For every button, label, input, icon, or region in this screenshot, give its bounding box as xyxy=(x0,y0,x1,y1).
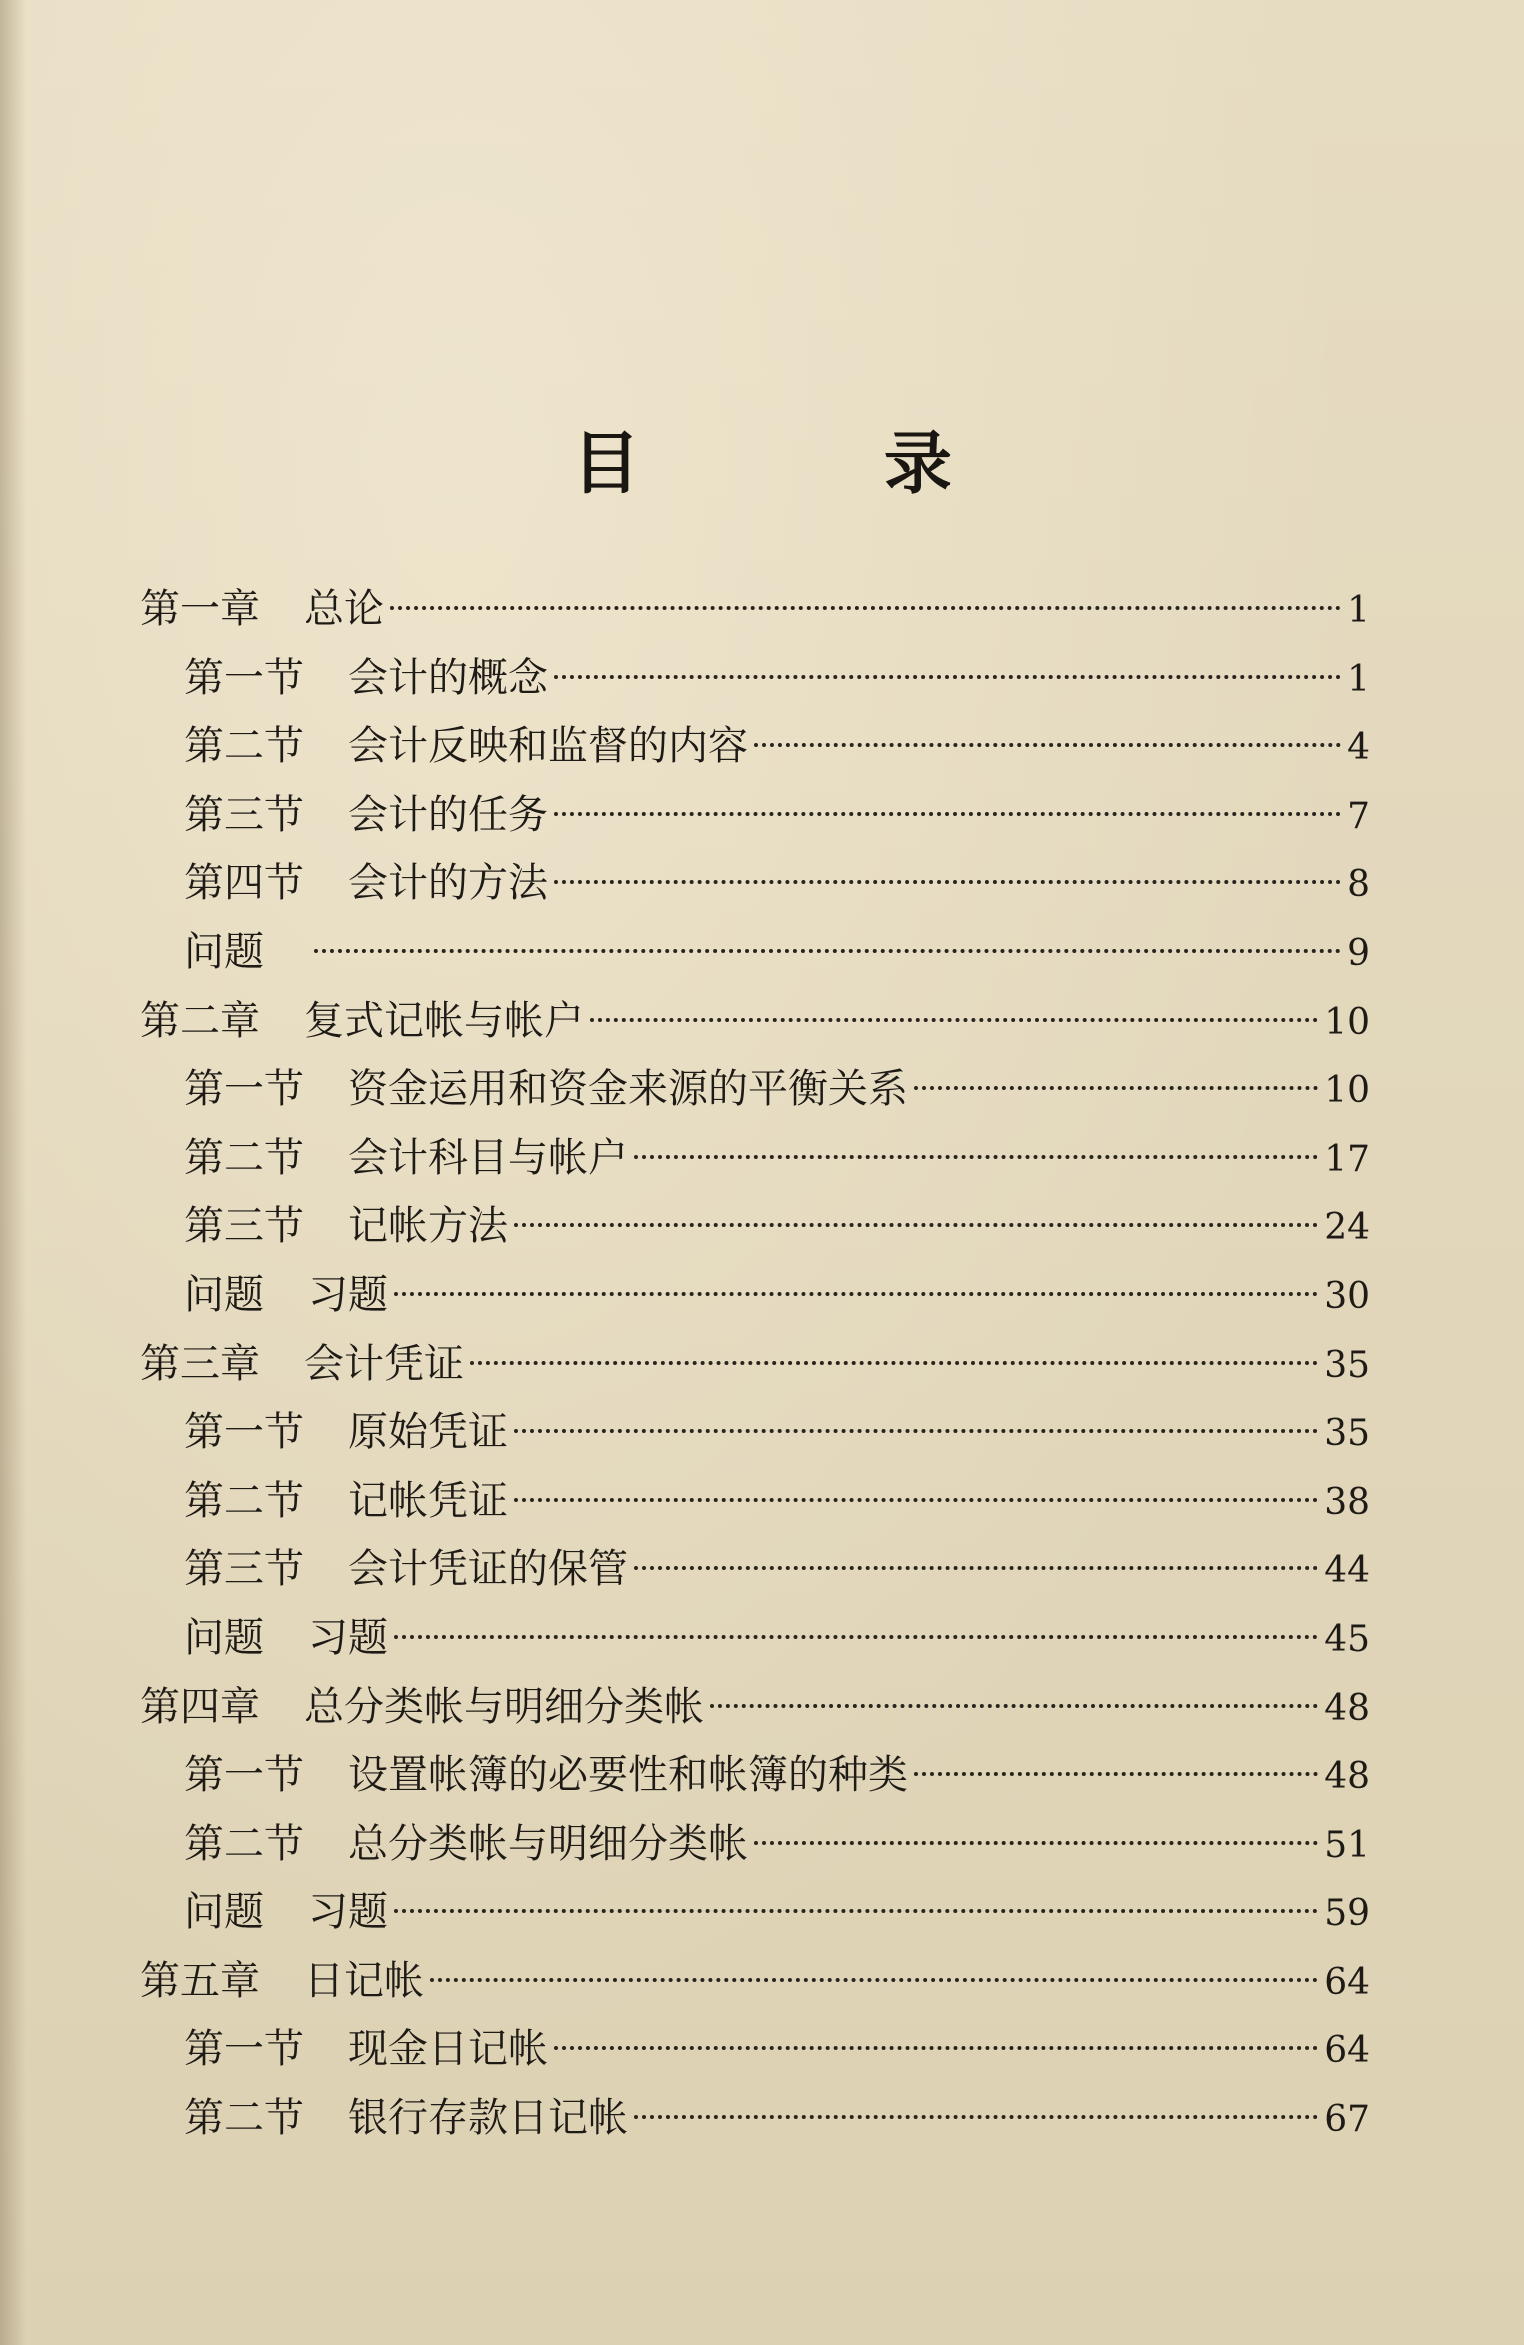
toc-section-row xyxy=(140,1878,1370,1947)
dot-leader xyxy=(634,2115,1318,2119)
toc-chapter-row xyxy=(140,1947,1370,2016)
toc-entry-label xyxy=(184,1398,508,1467)
toc-entry-label xyxy=(140,575,384,644)
toc-page-number: 64 xyxy=(1324,2030,1370,2072)
toc-entry-label xyxy=(184,1810,748,1879)
toc-page-number: 30 xyxy=(1324,1275,1370,1317)
toc-page-number: 10 xyxy=(1324,1070,1370,1112)
dot-leader xyxy=(470,1361,1318,1365)
toc-entry-label xyxy=(184,2015,548,2084)
toc-page-number: 35 xyxy=(1324,1344,1370,1386)
toc-entry-title: 总论 xyxy=(304,586,384,632)
dot-leader xyxy=(514,1223,1318,1227)
dot-leader xyxy=(634,1155,1318,1159)
toc-entry-number: 第一节 xyxy=(184,1752,304,1799)
dot-leader xyxy=(390,606,1341,610)
toc-page-number: 38 xyxy=(1324,1481,1370,1523)
toc-section-row xyxy=(140,2015,1370,2084)
toc-page-number: 9 xyxy=(1347,932,1370,974)
toc-entry-label xyxy=(184,2084,628,2153)
toc-entry-title: 习题 xyxy=(308,1614,388,1661)
toc-entry-title: 会计的概念 xyxy=(348,654,548,701)
toc-section-row xyxy=(140,2084,1370,2153)
toc-page-number: 24 xyxy=(1324,1207,1370,1249)
toc-entry-number: 第一节 xyxy=(184,1066,304,1113)
toc-entry-number: 第二节 xyxy=(184,1134,304,1181)
toc-chapter-row xyxy=(140,575,1370,644)
toc-section-row xyxy=(140,918,1370,987)
toc-entry-number: 问题 xyxy=(184,1271,264,1318)
toc-page-number: 44 xyxy=(1324,1550,1370,1592)
toc-entry-title: 会计的任务 xyxy=(348,791,548,838)
toc-entry-number: 第一节 xyxy=(184,1409,304,1456)
toc-entry-number: 第三节 xyxy=(184,1203,304,1250)
dot-leader xyxy=(514,1429,1318,1433)
toc-entry-number: 问题 xyxy=(184,1614,264,1661)
toc-entry-title: 会计的方法 xyxy=(348,860,548,907)
page-title: 目 录 xyxy=(572,424,1062,504)
toc-entry-number: 第四章 xyxy=(140,1683,260,1730)
toc-entry-number: 第二节 xyxy=(184,1820,304,1867)
toc-entry-number: 问题 xyxy=(184,1889,264,1936)
toc-entry-number: 第一章 xyxy=(140,586,260,632)
toc-entry-label xyxy=(184,918,308,987)
toc-entry-label xyxy=(184,1192,508,1261)
toc-section-row xyxy=(140,1192,1370,1261)
table-of-contents xyxy=(140,575,1370,2153)
toc-entry-label xyxy=(184,1124,628,1193)
toc-entry-title: 习题 xyxy=(308,1889,388,1936)
toc-page-number: 8 xyxy=(1347,864,1370,906)
toc-entry-label xyxy=(140,987,584,1056)
toc-entry-label xyxy=(184,1878,388,1947)
toc-page-number: 1 xyxy=(1347,658,1370,700)
toc-entry-title: 总分类帐与明细分类帐 xyxy=(348,1820,748,1867)
toc-section-row xyxy=(140,1261,1370,1330)
toc-section-row xyxy=(140,1810,1370,1879)
toc-page-number: 1 xyxy=(1347,590,1370,631)
toc-page-number: 35 xyxy=(1324,1413,1370,1455)
toc-section-row xyxy=(140,644,1370,713)
toc-section-row xyxy=(140,1604,1370,1673)
dot-leader xyxy=(554,812,1341,816)
dot-leader xyxy=(914,1086,1318,1090)
toc-entry-number: 第一节 xyxy=(184,2026,304,2073)
toc-section-row xyxy=(140,849,1370,918)
toc-entry-title: 会计凭证的保管 xyxy=(348,1546,628,1593)
toc-entry-title: 习题 xyxy=(308,1271,388,1318)
dot-leader xyxy=(754,1841,1318,1845)
dot-leader xyxy=(394,1635,1318,1639)
toc-entry-title: 现金日记帐 xyxy=(348,2026,548,2073)
toc-entry-number: 第五章 xyxy=(140,1957,260,2004)
toc-entry-title: 资金运用和资金来源的平衡关系 xyxy=(348,1066,908,1113)
dot-leader xyxy=(914,1772,1318,1776)
toc-entry-label xyxy=(184,712,748,781)
toc-entry-label xyxy=(140,1947,424,2016)
toc-chapter-row xyxy=(140,1673,1370,1742)
dot-leader xyxy=(514,1498,1318,1502)
toc-entry-label xyxy=(140,1330,464,1399)
toc-section-row xyxy=(140,1535,1370,1604)
toc-entry-label xyxy=(184,1741,908,1810)
toc-section-row xyxy=(140,1398,1370,1467)
toc-entry-label xyxy=(184,1055,908,1124)
toc-page-number: 45 xyxy=(1324,1618,1370,1660)
toc-section-row xyxy=(140,712,1370,781)
toc-entry-title: 设置帐簿的必要性和帐簿的种类 xyxy=(348,1752,908,1799)
toc-entry-label xyxy=(184,1604,388,1673)
toc-entry-label xyxy=(184,1467,508,1536)
toc-entry-title: 银行存款日记帐 xyxy=(348,2095,628,2142)
toc-page-number: 48 xyxy=(1324,1687,1370,1729)
toc-entry-number: 问题 xyxy=(184,928,264,975)
toc-entry-number: 第二章 xyxy=(140,997,260,1044)
dot-leader xyxy=(394,1909,1318,1913)
dot-leader xyxy=(554,2046,1318,2050)
toc-entry-number: 第四节 xyxy=(184,860,304,907)
toc-entry-title: 会计反映和监督的内容 xyxy=(348,723,748,770)
dot-leader xyxy=(394,1292,1318,1296)
toc-entry-title: 记帐凭证 xyxy=(348,1477,508,1524)
toc-page-number: 17 xyxy=(1324,1138,1370,1180)
toc-entry-label xyxy=(184,1261,388,1330)
toc-page-number: 48 xyxy=(1324,1756,1370,1798)
toc-page-number: 67 xyxy=(1324,2099,1370,2141)
toc-section-row xyxy=(140,1055,1370,1124)
dot-leader xyxy=(554,675,1341,679)
toc-entry-number: 第二节 xyxy=(184,1477,304,1524)
toc-chapter-row xyxy=(140,1330,1370,1399)
toc-entry-title: 原始凭证 xyxy=(348,1409,508,1456)
toc-entry-title: 日记帐 xyxy=(304,1957,424,2004)
toc-section-row xyxy=(140,1124,1370,1193)
toc-section-row xyxy=(140,1467,1370,1536)
toc-entry-title: 记帐方法 xyxy=(348,1203,508,1250)
dot-leader xyxy=(634,1566,1318,1570)
toc-page-number: 4 xyxy=(1347,727,1370,769)
toc-section-row xyxy=(140,1741,1370,1810)
toc-page-number: 10 xyxy=(1324,1001,1370,1043)
toc-entry-title: 会计凭证 xyxy=(304,1340,464,1387)
dot-leader xyxy=(754,743,1341,747)
toc-page-number: 59 xyxy=(1324,1893,1370,1935)
toc-entry-label xyxy=(140,1673,704,1742)
toc-entry-number: 第三章 xyxy=(140,1340,260,1387)
toc-entry-label xyxy=(184,644,548,713)
toc-entry-title: 总分类帐与明细分类帐 xyxy=(304,1683,704,1730)
page-edge-shadow xyxy=(0,0,26,2345)
dot-leader xyxy=(590,1018,1318,1022)
dot-leader xyxy=(554,880,1341,884)
toc-entry-label xyxy=(184,849,548,918)
toc-entry-label xyxy=(184,781,548,850)
toc-chapter-row xyxy=(140,987,1370,1056)
toc-entry-label xyxy=(184,1535,628,1604)
toc-entry-title: 会计科目与帐户 xyxy=(348,1134,628,1181)
dot-leader xyxy=(314,949,1341,953)
toc-page-number: 64 xyxy=(1324,1961,1370,2003)
toc-entry-number: 第三节 xyxy=(184,1546,304,1593)
toc-page-number: 7 xyxy=(1347,795,1370,837)
toc-entry-number: 第二节 xyxy=(184,2095,304,2142)
toc-entry-title: 复式记帐与帐户 xyxy=(304,997,584,1044)
toc-entry-number: 第三节 xyxy=(184,791,304,838)
dot-leader xyxy=(710,1704,1318,1708)
toc-entry-number: 第一节 xyxy=(184,654,304,701)
toc-section-row xyxy=(140,781,1370,850)
dot-leader xyxy=(430,1978,1318,1982)
toc-entry-number: 第二节 xyxy=(184,723,304,770)
toc-page-number: 51 xyxy=(1324,1824,1370,1866)
